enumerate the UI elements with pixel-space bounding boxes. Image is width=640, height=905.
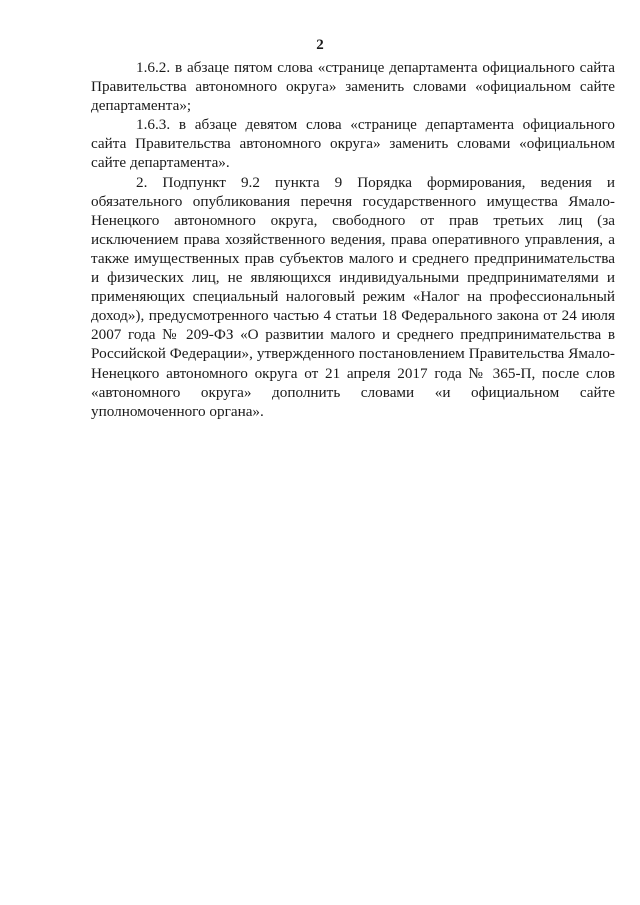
document-body	[91, 58, 615, 421]
paragraph-1-6-3: 1.6.3. в абзаце девятом слова «странице департамента официального сайта Правительства автономного округа» заменить словами «официальном сайте департамента».	[91, 116, 615, 172]
paragraph-1-6-2: 1.6.2. в абзаце пятом слова «странице департамента официального сайта Правительства автономного округа» заменить словами «официальном сайте департамента»;	[91, 59, 615, 115]
page-number: 2	[316, 37, 324, 53]
paragraph-2: 2. Подпункт 9.2 пункта 9 Порядка формирования, ведения и обязательного опубликования перечня государственного имущества Ямало-Ненецкого автономного округа, свободного от прав третьих лиц (за исключением права хозяйственного ведения, права оперативного управления, а также имущественных прав субъектов малого и среднего предпринимательства и физических лиц, не являющихся индивидуальными предпринимателями и применяющих специальный налоговый режим «Налог на профессиональный доход»), предусмотренного частью 4 статьи 18 Федерального закона от 24 июля 2007 года № 209-ФЗ «О развитии малого и среднего предпринимательства в Российской Федерации», утвержденного постановлением Правительства Ямало-Ненецкого автономного округа от 21 апреля 2017 года № 365-П, после слов «автономного округа» дополнить словами «и официальном сайте уполномоченного органа».	[91, 173, 615, 420]
